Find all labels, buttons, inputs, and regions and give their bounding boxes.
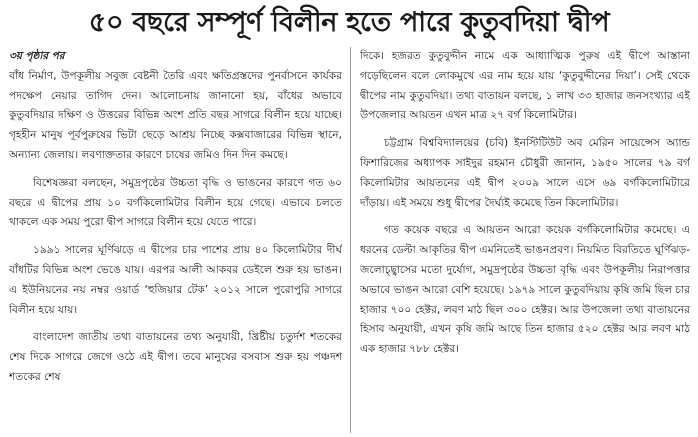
column-divider	[350, 47, 351, 433]
headline: ৫০ বছরে সম্পূর্ণ বিলীন হতে পারে কুতুবদিয়া দ্বীপ	[88, 7, 610, 38]
paragraph: চট্টগ্রাম বিশ্ববিদ্যালয়ের (চবি) ইনস্টিটিউট অব মেরিন সায়েন্সেস অ্যান্ড ফিশারিজের অধ্যাপক সাইদুর রহমান চৌধুরী জানান, ১৯৫০ সালের ৭৯ বর্গ কিলোমিটার আয়তনের এই দ্বীপ ২০০৯ সালে এসে ৬৯ বর্গকিলোমিটারে দাঁড়ায়। এই সময়ে শুধু দ্বীপের দৈর্ঘ্যই কমেছে তিন কিলোমিটার।	[360, 137, 690, 209]
continued-label: ৩য় পৃষ্ঠার পর	[9, 50, 65, 62]
paragraph: বাংলাদেশ জাতীয় তথ্য বাতায়নের তথ্য অনুযায়ী, খ্রিষ্টীয় চতুর্দশ শতকের শেষ দিকে সাগরে জেগে ওঠে এই দ্বীপ। তবে মানুষের বসবাস শুরু হয় পঞ্চদশ শতকের শেষ	[9, 331, 342, 383]
left-column	[9, 47, 342, 435]
paragraph: গত কয়েক বছরে এ আয়তন আরো কয়েক বর্গকিলোমিটার কমেছে। এ ধরনের ডেল্টা আকৃতির দ্বীপ এমনিতেই ভাঙনপ্রবণ। নিয়মিত বিরতিতে ঘূর্ণিঝড়-জলোচ্ছ্বাসের মতো দুর্যোগ, সমুদ্রপৃষ্ঠের উচ্চতা বৃদ্ধি এবং উপকূলীয় নিরাপত্তার অভাবে ভাঙন আরো বেশি হয়েছে। ১৯৭৯ সালে কুতুবদিয়ায় কৃষি জমি ছিল চার হাজার ৭০০ হেক্টর, লবণ মাঠ ছিল ৩০০ হেক্টর। আর উপজেলা তথ্য বাতায়নের হিসাব অনুযায়ী, এখন কৃষি জমি আছে তিন হাজার ৫২০ হেক্টর আর লবণ মাঠ এক হাজার ৭৮৮ হেক্টর।	[360, 224, 690, 356]
paragraph: বাঁধ নির্মাণ, উপকূলীয় সবুজ বেষ্টনী তৈরি এবং ক্ষতিগ্রস্তদের পুনর্বাসনে কার্যকর পদক্ষেপ নেয়ার তাগিদ দেন। আলোচনায় জানানো হয়, বাঁধের অভাবে কুতুবদিয়ার দক্ষিণ ও উত্তরের বিভিন্ন অংশ প্রতি বছর সাগরে বিলীন হয়ে যাচ্ছে। গৃহহীন মানুষ পূর্বপুরুষের ভিটা ছেড়ে আশ্রয় নিচ্ছে কক্সবাজারের বিভিন্ন স্থানে, অন্যান্য জেলায়। লবণাক্ততার কারণে চাষের জমিও দিন দিন কমছে।	[9, 69, 342, 161]
paragraph: বিশেষজ্ঞরা বলছেন, সমুদ্রপৃষ্ঠের উচ্চতা বৃদ্ধি ও ভাঙনের কারণে গত ৬০ বছরে এ দ্বীপের প্রায় ১০ বর্গকিলোমিটার বিলীন হয়ে গেছে। এভাবে চলতে থাকলে এক সময় পুরো দ্বীপ সাগরে বিলীন হয়ে যেতে পারে।	[9, 176, 342, 229]
paragraph: ১৯৯১ সালের ঘূর্ণিঝড়ে এ দ্বীপের চার পাশের প্রায় ৪০ কিলোমিটার দীর্ঘ বাঁধটির বিভিন্ন অংশ ভেঙে যায়। এরপর আলী আকবর ডেইলে শুরু হয় ভাঙন। এ ইউনিয়নের নয় নম্বর ওয়ার্ড ‘হুজিয়ার টেক’ ২০১২ সালে পুরোপুরি সাগরে বিলীন হয়ে যায়।	[9, 244, 342, 316]
right-column	[360, 47, 690, 435]
paragraph: দিকে। হজরত কুতুবুদ্দীন নামে এক আধ্যাত্মিক পুরুষ এই দ্বীপে আস্তানা গড়েছিলেন বলে লোকমুখে এর নাম হয়ে যায় ‘কুতুবুদ্দীনের দিয়া’। সেই থেকে দ্বীপের নাম কুতুবদিয়া। তথ্য বাতায়ন বলছে, ১ লাখ ৩৩ হাজার জনসংখ্যার এই উপজেলার আয়তন এখন মাত্র ২৭ বর্গ কিলোমিটার।	[360, 50, 690, 122]
